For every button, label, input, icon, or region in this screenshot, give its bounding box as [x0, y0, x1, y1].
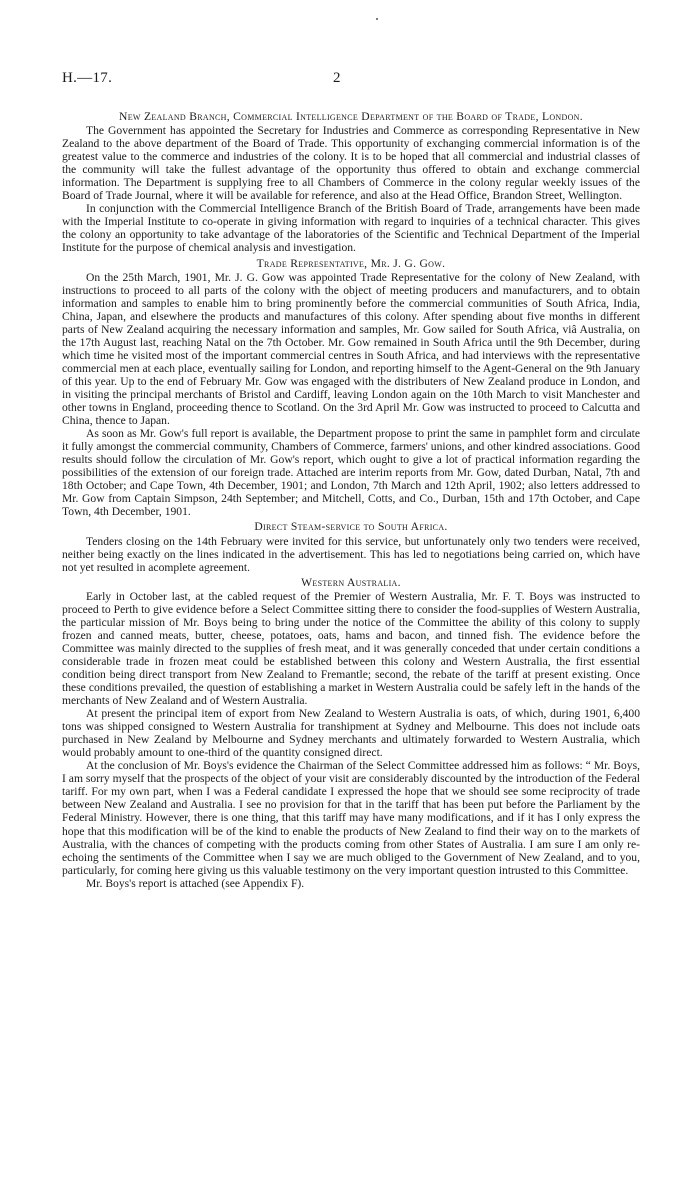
- section-heading-trade-representative: Trade Representative, Mr. J. G. Gow.: [256, 256, 446, 270]
- speck-mark: [376, 18, 378, 20]
- paragraph: At present the principal item of export from New Zealand to Western Australia is oats, of which, during 1901, 6,400 tons was shipped consigned to Western Australia for transhipment at Sydney and Melbourne. This does not include oats purchased in New Zealand by Melbourne and Sydney merchants and ultimately forwarded to Western Australia, which would probably amount to one-third of the quantity consigned direct.: [62, 707, 640, 760]
- paragraph: At the conclusion of Mr. Boys's evidence the Chairman of the Select Committee addressed him as follows: “ Mr. Boys, I am sorry myself that the prospects of the object of your visit are considerably discounted by the introduction of the Federal tariff. For my own part, when I was a Federal candidate I expressed the hope that we should see some reciprocity of trade between New Zealand and Australia. I see no provision for that in the tariff that has been put before the Parliament by the Federal Ministry. However, there is one thing, that this tariff may have many modifications, and if it has I only express the hope that this modification will be of the kind to enable the products of New Zealand to find their way on to the markets of Australia, with the chances of competing with the products coming from other States of Australia. I am sure I am only re-echoing the sentiments of the Committee when I say we are much obliged to the Government of New Zealand, and to you, particularly, for coming here giving us this valuable testimony on the very important question intrusted to this Committee.: [62, 759, 640, 877]
- paragraph: On the 25th March, 1901, Mr. J. G. Gow was appointed Trade Representative for the colony of New Zealand, with instructions to proceed to all parts of the colony with the object of meeting producers and manufacturers, and to obtain information and samples to enable him to bring prominently before the commercial communities of South Africa, India, China, Japan, and elsewhere the products and manufactures of this colony. After spending about five months in different parts of New Zealand acquiring the necessary information and samples, Mr. Gow sailed for South Africa, viâ Australia, on the 17th August last, reaching Natal on the 7th October. Mr. Gow remained in South Africa until the 9th December, during which time he visited most of the important commercial centres in South Africa, and had interviews with the representative commercial men at each place, eventually sailing for London, and reporting himself to the Agent-General on the 9th January of this year. Up to the end of February Mr. Gow was engaged with the distributers of New Zealand produce in London, and in visiting the principal merchants of Bristol and Cardiff, leaving London again on the 10th March to visit Manchester and other towns in England, proceeding thence to Scotland. On the 3rd April Mr. Gow was instructed to proceed to Calcutta and China, thence to Japan.: [62, 270, 640, 428]
- page-number: 2: [333, 70, 341, 86]
- section-heading-steam-service: Direct Steam-service to South Africa.: [254, 520, 448, 534]
- paragraph: Mr. Boys's report is attached (see Appendix F).: [86, 876, 305, 890]
- document-body: [62, 108, 640, 890]
- section-heading-western-australia: Western Australia.: [301, 575, 401, 589]
- paragraph: In conjunction with the Commercial Intelligence Branch of the British Board of Trade, arrangements have been made with the Imperial Institute to co-operate in giving information with regard to inquiries of a technical character. This gives the colony an opportunity to take advantage of the laboratories of the Scientific and Technical Department of the Imperial Institute for the purpose of chemical analysis and investigation.: [62, 202, 640, 255]
- paragraph: Early in October last, at the cabled request of the Premier of Western Australia, Mr. F. T. Boys was instructed to proceed to Perth to give evidence before a Select Committee sitting there to consider the food-supplies of Western Australia, the particular mission of Mr. Boys being to bring under the notice of the Committee the ability of this colony to supply frozen and canned meats, butter, cheese, potatoes, oats, hams and bacon, and tinned fish. The evidence before the Committee was mainly directed to the supplies of fresh meat, and it was generally conceded that under certain conditions a considerable trade in frozen meat could be established between this colony and Western Australia, the first essential condition being direct transport from New Zealand to Fremantle; second, the rebate of the tariff at present existing. Once these conditions prevailed, the question of establishing a market in Western Australia could be safely left in the hands of the merchants of New Zealand and of Western Australia.: [62, 589, 640, 708]
- section-heading-commercial-intelligence: New Zealand Branch, Commercial Intelligence Department of the Board of Trade, London.: [119, 110, 583, 123]
- paragraph: Tenders closing on the 14th February were invited for this service, but unfortunately only two tenders were received, neither being exactly on the lines indicated in the advertisement. This has led to negotiations being carried on, which have not yet resulted in acomplete agreement.: [62, 534, 640, 574]
- report-reference: H.—17.: [62, 70, 113, 86]
- paragraph: The Government has appointed the Secretary for Industries and Commerce as corresponding Representative in New Zealand to the above department of the Board of Trade. This opportunity of exchanging commercial information is of the greatest value to the commerce and industries of the colony. It is to be hoped that all commercial and industrial classes of the community will take the fullest advantage of the opportunity thus offered to obtain and exchange commercial information. The Department is supplying free to all Chambers of Commerce in the colony regular weekly issues of the Board of Trade Journal, where it will be available for reference, and also at the Head Office, Brandon Street, Wellington.: [62, 124, 640, 203]
- paragraph: As soon as Mr. Gow's full report is available, the Department propose to print the same in pamphlet form and circulate it fully amongst the commercial community, Chambers of Commerce, farmers' unions, and other kindred associations. Good results should follow the circulation of Mr. Gow's report, which ought to give a lot of practical information regarding the possibilities of the extension of our foreign trade. Attached are interim reports from Mr. Gow, dated Durban, Natal, 7th and 18th October; and Cape Town, 4th December, 1901; and London, 7th March and 12th April, 1902; also letters addressed to Mr. Gow from Captain Simpson, 24th September; and Mitchell, Cotts, and Co., Durban, 15th and 17th October, and Cape Town, 4th December, 1901.: [62, 427, 640, 519]
